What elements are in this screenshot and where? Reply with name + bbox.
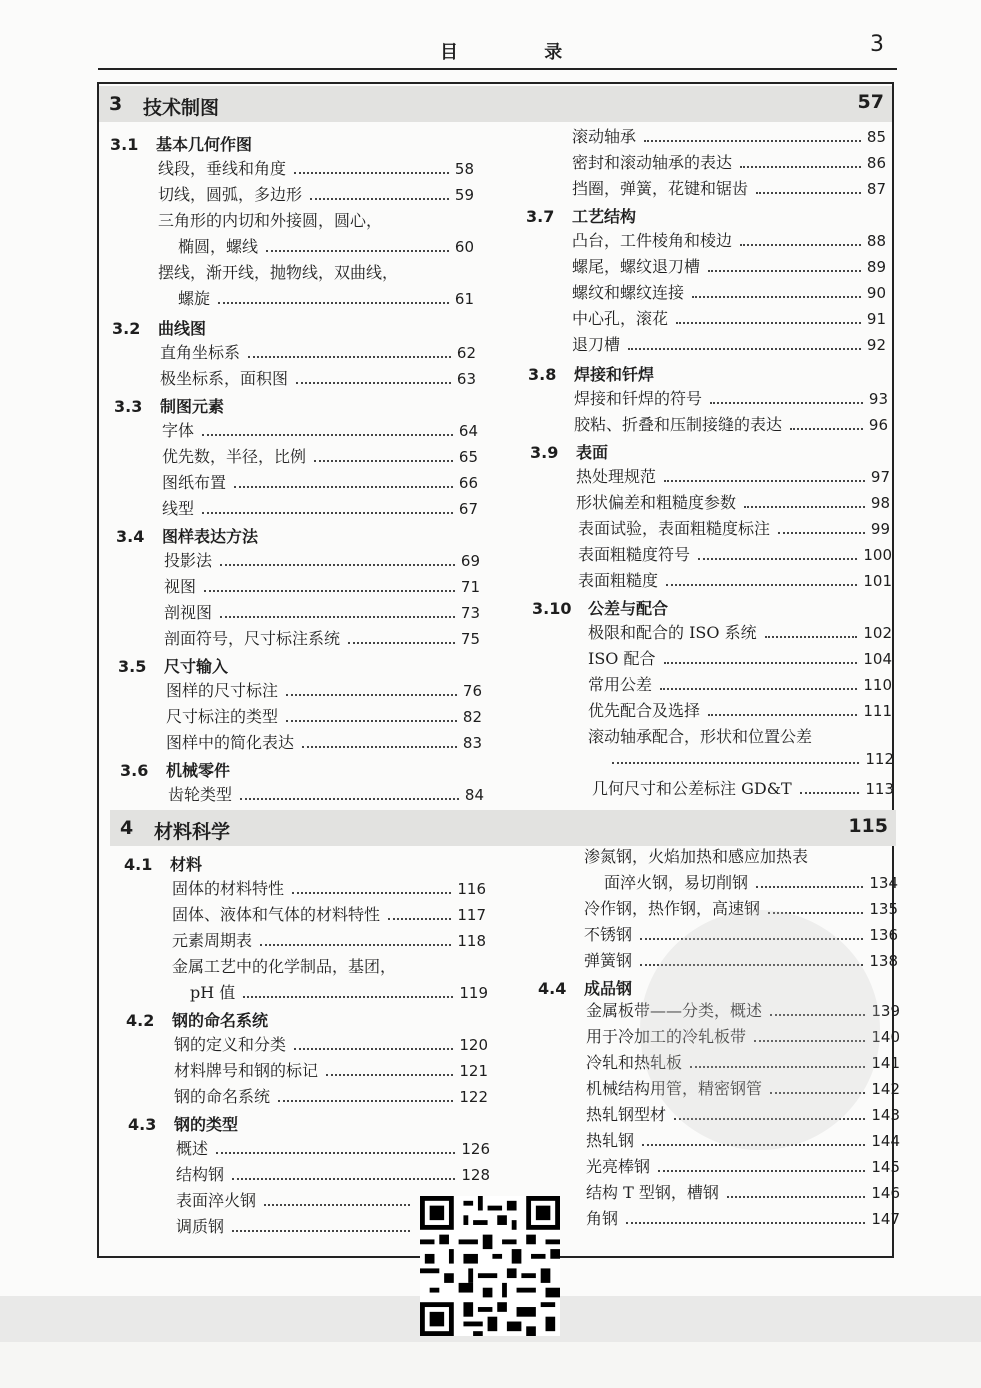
toc-entry[interactable]: 112 [604, 750, 894, 768]
toc-entry[interactable]: 表面粗糙度 101 [578, 571, 892, 590]
toc-entry[interactable]: 螺尾，螺纹退刀槽 89 [572, 257, 886, 276]
section-heading: 3.8 焊接和钎焊 [528, 365, 655, 384]
section-heading: 3.2 曲线图 [112, 319, 207, 338]
toc-entry[interactable]: 密封和滚动轴承的表达 86 [572, 153, 886, 172]
header-rule [98, 68, 897, 70]
chapter-3-bar [99, 86, 892, 122]
section-heading: 4.2 钢的命名系统 [126, 1011, 269, 1030]
toc-entry[interactable]: 线段，垂线和角度 58 [158, 159, 474, 178]
toc-entry[interactable]: 优先配合及选择 111 [588, 701, 892, 720]
toc-entry[interactable]: 光亮棒钢 145 [586, 1157, 900, 1176]
toc-entry[interactable]: 剖视图 73 [164, 603, 480, 622]
section-heading: 4.3 钢的类型 [128, 1115, 239, 1134]
toc-entry[interactable]: 直角坐标系 62 [160, 343, 476, 362]
toc-entry[interactable]: 钢的定义和分类 120 [174, 1035, 488, 1054]
toc-entry[interactable]: ISO 配合 104 [588, 649, 892, 668]
toc-entry[interactable]: 图样中的简化表达 83 [166, 733, 482, 752]
toc-entry-line: 渗氮钢，火焰加热和感应加热表 [584, 847, 809, 866]
page-number: 3 [870, 32, 884, 57]
toc-entry[interactable]: 极坐标系，面积图 63 [160, 369, 476, 388]
section-heading: 4.1 材料 [124, 855, 203, 874]
toc-entry[interactable]: 线型 67 [162, 499, 478, 518]
chapter-page: 115 [848, 815, 888, 837]
toc-entry-line: 三角形的内切和外接圆，圆心， [158, 211, 383, 230]
toc-entry[interactable]: 结构钢 128 [176, 1165, 490, 1184]
toc-entry[interactable]: 焊接和钎焊的符号 93 [574, 389, 888, 408]
chapter-4-bar [110, 810, 896, 846]
chapter-number: 4 [120, 817, 134, 839]
section-heading: 3.4 图样表达方法 [116, 527, 259, 546]
toc-entry[interactable]: 常用公差 110 [588, 675, 892, 694]
toc-entry[interactable]: 退刀槽 92 [572, 335, 886, 354]
toc-entry[interactable]: 螺纹和螺纹连接 90 [572, 283, 886, 302]
toc-entry[interactable]: 尺寸标注的类型 82 [166, 707, 482, 726]
watermark-stamp [640, 910, 880, 1150]
toc-entry[interactable]: 热轧钢 144 [586, 1131, 900, 1150]
chapter-number: 3 [109, 93, 123, 115]
toc-entry[interactable]: 面淬火钢，易切削钢 134 [604, 873, 898, 892]
toc-entry[interactable]: 挡圈，弹簧，花键和锯齿 87 [572, 179, 886, 198]
toc-entry[interactable]: 滚动轴承 85 [572, 127, 886, 146]
toc-entry[interactable]: 字体 64 [162, 421, 478, 440]
toc-entry[interactable]: 齿轮类型 84 [168, 785, 484, 804]
toc-entry[interactable]: 调质钢 [176, 1214, 416, 1237]
toc-entry[interactable]: 图纸布置 66 [162, 473, 478, 492]
toc-entry[interactable]: 投影法 69 [164, 551, 480, 570]
toc-entry-line: 金属工艺中的化学制品，基团， [172, 957, 397, 976]
toc-entry[interactable]: 视图 71 [164, 577, 480, 596]
toc-entry[interactable]: 用于冷加工的冷轧板带 140 [586, 1027, 900, 1046]
toc-entry[interactable]: 剖面符号，尺寸标注系统 75 [164, 629, 480, 648]
toc-entry[interactable]: 胶粘、折叠和压制接缝的表达 96 [574, 415, 888, 434]
toc-entry[interactable]: 金属板带——分类，概述 139 [586, 1001, 900, 1020]
toc-entry[interactable]: 极限和配合的 ISO 系统 102 [588, 623, 892, 642]
toc-entry[interactable]: 表面粗糙度符号 100 [578, 545, 892, 564]
toc-entry[interactable]: 钢的命名系统 122 [174, 1087, 488, 1106]
toc-entry[interactable]: 机械结构用管，精密钢管 142 [586, 1079, 900, 1098]
toc-entry[interactable]: 角钢 147 [586, 1209, 900, 1228]
toc-entry[interactable]: 形状偏差和粗糙度参数 98 [576, 493, 890, 512]
toc-entry[interactable]: 切线，圆弧，多边形 59 [158, 185, 474, 204]
section-heading: 3.9 表面 [530, 443, 609, 462]
toc-entry-line: 滚动轴承配合，形状和位置公差 [588, 727, 813, 746]
toc-entry[interactable]: 表面淬火钢 [176, 1188, 416, 1211]
toc-entry[interactable]: 固体、液体和气体的材料特性 117 [172, 905, 486, 924]
toc-entry[interactable]: 固体的材料特性 116 [172, 879, 486, 898]
toc-entry[interactable]: 几何尺寸和公差标注 GD&T 113 [592, 779, 894, 798]
toc-entry[interactable]: pH 值 119 [190, 983, 488, 1002]
toc-entry[interactable]: 表面试验，表面粗糙度标注 99 [578, 519, 890, 538]
toc-entry[interactable]: 元素周期表 118 [172, 931, 486, 950]
toc-entry[interactable]: 结构 T 型钢，槽钢 146 [586, 1183, 900, 1202]
chapter-title: 材料科学 [154, 821, 231, 843]
section-heading: 3.1 基本几何作图 [110, 135, 253, 154]
toc-entry[interactable]: 冷轧和热轧板 141 [586, 1053, 900, 1072]
toc-entry[interactable]: 不锈钢 136 [584, 925, 898, 944]
page-header-title: 目 录 [440, 42, 603, 63]
toc-entry[interactable]: 优先数，半径，比例 65 [162, 447, 478, 466]
chapter-page: 57 [857, 91, 884, 113]
toc-entry[interactable]: 图样的尺寸标注 76 [166, 681, 482, 700]
section-heading: 3.6 机械零件 [120, 761, 231, 780]
qr-code-icon [420, 1196, 560, 1336]
toc-entry-line: 摆线，渐开线，抛物线，双曲线， [158, 263, 399, 282]
section-heading: 3.5 尺寸输入 [118, 657, 229, 676]
toc-entry[interactable]: 材料牌号和钢的标记 121 [174, 1061, 488, 1080]
toc-entry[interactable]: 中心孔，滚花 91 [572, 309, 886, 328]
toc-entry[interactable]: 螺旋 61 [178, 289, 474, 308]
toc-entry[interactable]: 热处理规范 97 [576, 467, 890, 486]
toc-entry[interactable]: 椭圆，螺线 60 [178, 237, 474, 256]
section-heading: 4.4 成品钢 [538, 979, 633, 998]
section-heading: 3.3 制图元素 [114, 397, 225, 416]
section-heading: 3.7 工艺结构 [526, 207, 637, 226]
toc-entry[interactable]: 冷作钢，热作钢，高速钢 135 [584, 899, 898, 918]
toc-entry[interactable]: 弹簧钢 138 [584, 951, 898, 970]
toc-entry[interactable]: 热轧钢型材 143 [586, 1105, 900, 1124]
chapter-title: 技术制图 [143, 97, 220, 119]
toc-entry[interactable]: 概述 126 [176, 1139, 490, 1158]
section-heading: 3.10 公差与配合 [532, 599, 669, 618]
toc-entry[interactable]: 凸台，工件棱角和棱边 88 [572, 231, 886, 250]
